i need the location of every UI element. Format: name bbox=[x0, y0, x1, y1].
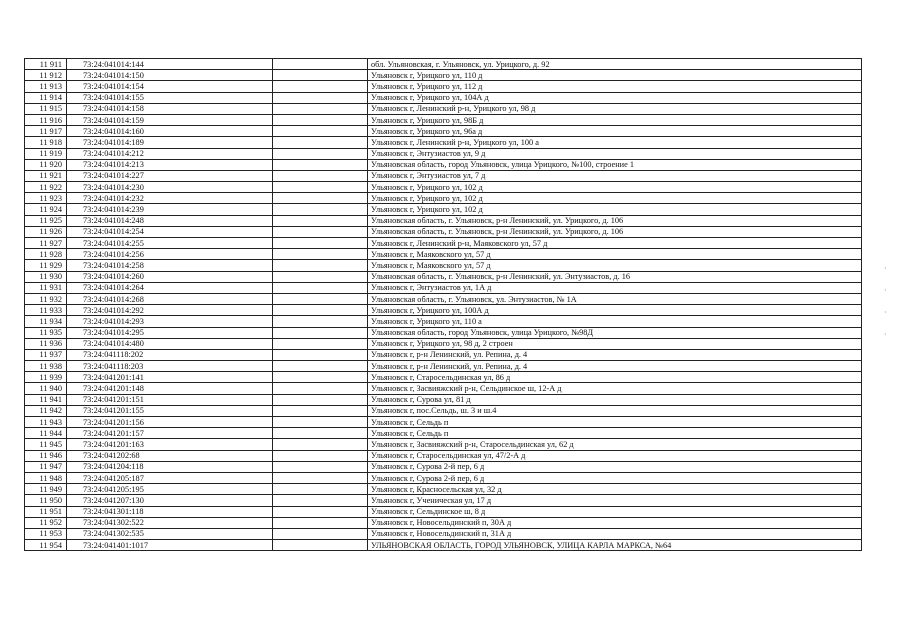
empty-cell bbox=[273, 92, 368, 103]
table-row bbox=[25, 484, 862, 495]
address-cell: Ульяновск г, Маяковского ул, 57 д bbox=[368, 260, 862, 271]
row-number-cell: 11 925 bbox=[25, 215, 67, 226]
cadastral-number-cell: 73:24:041014:232 bbox=[67, 193, 273, 204]
table-row bbox=[25, 182, 862, 193]
cadastral-number-cell: 73:24:041014:268 bbox=[67, 293, 273, 304]
row-number-cell: 11 914 bbox=[25, 92, 67, 103]
empty-cell bbox=[273, 293, 368, 304]
cadastral-number-cell: 73:24:041014:258 bbox=[67, 260, 273, 271]
table-row bbox=[25, 439, 862, 450]
empty-cell bbox=[273, 540, 368, 551]
address-cell: Ульяновск г, Сурова ул, 81 д bbox=[368, 394, 862, 405]
empty-cell bbox=[273, 282, 368, 293]
address-cell: Ульяновск г, Энтузиастов ул, 7 д bbox=[368, 170, 862, 181]
address-cell: Ульяновск г, Урицкого ул, 112 д bbox=[368, 81, 862, 92]
cadastral-number-cell: 73:24:041201:163 bbox=[67, 439, 273, 450]
address-cell: Ульяновск г, Старосельдинская ул, 86 д bbox=[368, 372, 862, 383]
table-row bbox=[25, 383, 862, 394]
empty-cell bbox=[273, 103, 368, 114]
cadastral-number-cell: 73:24:041014:255 bbox=[67, 238, 273, 249]
table-row bbox=[25, 271, 862, 282]
address-cell: Ульяновск г, Урицкого ул, 102 д bbox=[368, 204, 862, 215]
empty-cell bbox=[273, 249, 368, 260]
table-row bbox=[25, 59, 862, 70]
table-row bbox=[25, 428, 862, 439]
row-number-cell: 11 923 bbox=[25, 193, 67, 204]
empty-cell bbox=[273, 405, 368, 416]
cadastral-number-cell: 73:24:041014:260 bbox=[67, 271, 273, 282]
address-cell: Ульяновск г, р-н Ленинский, ул. Репина, д. 4 bbox=[368, 349, 862, 360]
address-cell: Ульяновск г, Ленинский р-н, Урицкого ул, 100 а bbox=[368, 137, 862, 148]
cadastral-number-cell: 73:24:041302:522 bbox=[67, 517, 273, 528]
cadastral-number-cell: 73:24:041014:248 bbox=[67, 215, 273, 226]
cadastral-number-cell: 73:24:041205:195 bbox=[67, 484, 273, 495]
row-number-cell: 11 953 bbox=[25, 528, 67, 539]
address-cell: УЛЬЯНОВСКАЯ ОБЛАСТЬ, ГОРОД УЛЬЯНОВСК, УЛИЦА КАРЛА МАРКСА, №64 bbox=[368, 540, 862, 551]
empty-cell bbox=[273, 271, 368, 282]
empty-cell bbox=[273, 148, 368, 159]
address-cell: Ульяновск г, Засвияжский р-н, Сельдинское ш, 12-А д bbox=[368, 383, 862, 394]
table-row bbox=[25, 405, 862, 416]
table-row bbox=[25, 114, 862, 125]
empty-cell bbox=[273, 417, 368, 428]
table-row bbox=[25, 170, 862, 181]
cadastral-number-cell: 73:24:041014:480 bbox=[67, 338, 273, 349]
cadastral-number-cell: 73:24:041401:1017 bbox=[67, 540, 273, 551]
empty-cell bbox=[273, 506, 368, 517]
table-row bbox=[25, 540, 862, 551]
row-number-cell: 11 932 bbox=[25, 293, 67, 304]
table-row bbox=[25, 517, 862, 528]
cadastral-number-cell: 73:24:041014:227 bbox=[67, 170, 273, 181]
address-cell: Ульяновская область, г. Ульяновск, р-н Ленинский, ул. Урицкого, д. 106 bbox=[368, 215, 862, 226]
row-number-cell: 11 924 bbox=[25, 204, 67, 215]
empty-cell bbox=[273, 472, 368, 483]
empty-cell bbox=[273, 495, 368, 506]
table-row bbox=[25, 81, 862, 92]
row-number-cell: 11 938 bbox=[25, 361, 67, 372]
table-row bbox=[25, 226, 862, 237]
row-number-cell: 11 935 bbox=[25, 327, 67, 338]
empty-cell bbox=[273, 316, 368, 327]
address-cell: Ульяновск г, Урицкого ул, 96а д bbox=[368, 126, 862, 137]
row-number-cell: 11 945 bbox=[25, 439, 67, 450]
row-number-cell: 11 920 bbox=[25, 159, 67, 170]
row-number-cell: 11 948 bbox=[25, 472, 67, 483]
cadastral-number-cell: 73:24:041201:148 bbox=[67, 383, 273, 394]
row-number-cell: 11 918 bbox=[25, 137, 67, 148]
cadastral-number-cell: 73:24:041118:202 bbox=[67, 349, 273, 360]
empty-cell bbox=[273, 484, 368, 495]
cadastral-number-cell: 73:24:041201:156 bbox=[67, 417, 273, 428]
table-row bbox=[25, 215, 862, 226]
cadastral-number-cell: 73:24:041014:230 bbox=[67, 182, 273, 193]
table-row bbox=[25, 148, 862, 159]
table-row bbox=[25, 126, 862, 137]
table-row bbox=[25, 372, 862, 383]
address-cell: Ульяновск г, Сельдь п bbox=[368, 417, 862, 428]
address-cell: Ульяновск г, Урицкого ул, 110 а bbox=[368, 316, 862, 327]
address-cell: Ульяновск г, Урицкого ул, 102 д bbox=[368, 193, 862, 204]
table-row bbox=[25, 103, 862, 114]
table-row bbox=[25, 361, 862, 372]
row-number-cell: 11 942 bbox=[25, 405, 67, 416]
address-cell: Ульяновск г, пос.Сельдь, ш. 3 и ш.4 bbox=[368, 405, 862, 416]
address-cell: обл. Ульяновская, г. Ульяновск, ул. Урицкого, д. 92 bbox=[368, 59, 862, 70]
empty-cell bbox=[273, 114, 368, 125]
table-row bbox=[25, 461, 862, 472]
row-number-cell: 11 954 bbox=[25, 540, 67, 551]
empty-cell bbox=[273, 517, 368, 528]
table-row bbox=[25, 92, 862, 103]
address-cell: Ульяновская область, г. Ульяновск, р-н Ленинский, ул. Урицкого, д. 106 bbox=[368, 226, 862, 237]
row-number-cell: 11 922 bbox=[25, 182, 67, 193]
empty-cell bbox=[273, 428, 368, 439]
table-row bbox=[25, 495, 862, 506]
table-row bbox=[25, 450, 862, 461]
scan-margin-marks: · · · · bbox=[884, 264, 887, 339]
address-cell: Ульяновск г, Урицкого ул, 110 д bbox=[368, 70, 862, 81]
table-row bbox=[25, 70, 862, 81]
row-number-cell: 11 936 bbox=[25, 338, 67, 349]
address-cell: Ульяновск г, Ленинский р-н, Маяковского ул, 57 д bbox=[368, 238, 862, 249]
empty-cell bbox=[273, 193, 368, 204]
row-number-cell: 11 947 bbox=[25, 461, 67, 472]
address-cell: Ульяновск г, Энтузиастов ул, 1А д bbox=[368, 282, 862, 293]
table-body bbox=[25, 59, 862, 551]
property-table bbox=[24, 58, 862, 551]
cadastral-number-cell: 73:24:041014:160 bbox=[67, 126, 273, 137]
address-cell: Ульяновская область, г. Ульяновск, р-н Ленинский, ул. Энтузиастов, д. 16 bbox=[368, 271, 862, 282]
cadastral-number-cell: 73:24:041202:68 bbox=[67, 450, 273, 461]
row-number-cell: 11 911 bbox=[25, 59, 67, 70]
empty-cell bbox=[273, 338, 368, 349]
row-number-cell: 11 916 bbox=[25, 114, 67, 125]
row-number-cell: 11 949 bbox=[25, 484, 67, 495]
address-cell: Ульяновск г, Сурова 2-й пер, 6 д bbox=[368, 472, 862, 483]
row-number-cell: 11 944 bbox=[25, 428, 67, 439]
table-row bbox=[25, 204, 862, 215]
row-number-cell: 11 937 bbox=[25, 349, 67, 360]
table-row bbox=[25, 238, 862, 249]
table-row bbox=[25, 159, 862, 170]
address-cell: Ульяновская область, г. Ульяновск, ул. Энтузиастов, № 1А bbox=[368, 293, 862, 304]
cadastral-number-cell: 73:24:041014:158 bbox=[67, 103, 273, 114]
address-cell: Ульяновск г, р-н Ленинский, ул. Репина, д. 4 bbox=[368, 361, 862, 372]
table-row bbox=[25, 293, 862, 304]
table-row bbox=[25, 338, 862, 349]
cadastral-number-cell: 73:24:041014:256 bbox=[67, 249, 273, 260]
address-cell: Ульяновск г, Ленинский р-н, Урицкого ул, 98 д bbox=[368, 103, 862, 114]
cadastral-number-cell: 73:24:041014:254 bbox=[67, 226, 273, 237]
row-number-cell: 11 921 bbox=[25, 170, 67, 181]
empty-cell bbox=[273, 305, 368, 316]
row-number-cell: 11 951 bbox=[25, 506, 67, 517]
empty-cell bbox=[273, 394, 368, 405]
row-number-cell: 11 943 bbox=[25, 417, 67, 428]
row-number-cell: 11 912 bbox=[25, 70, 67, 81]
row-number-cell: 11 940 bbox=[25, 383, 67, 394]
table-row bbox=[25, 349, 862, 360]
address-cell: Ульяновск г, Старосельдинская ул, 47/2-А д bbox=[368, 450, 862, 461]
empty-cell bbox=[273, 383, 368, 394]
table-row bbox=[25, 394, 862, 405]
cadastral-number-cell: 73:24:041201:141 bbox=[67, 372, 273, 383]
cadastral-number-cell: 73:24:041014:144 bbox=[67, 59, 273, 70]
empty-cell bbox=[273, 137, 368, 148]
empty-cell bbox=[273, 182, 368, 193]
address-cell: Ульяновск г, Новосельдинский п, 31А д bbox=[368, 528, 862, 539]
cadastral-number-cell: 73:24:041014:154 bbox=[67, 81, 273, 92]
table-row bbox=[25, 193, 862, 204]
cadastral-number-cell: 73:24:041014:159 bbox=[67, 114, 273, 125]
row-number-cell: 11 939 bbox=[25, 372, 67, 383]
empty-cell bbox=[273, 159, 368, 170]
table-row bbox=[25, 528, 862, 539]
cadastral-number-cell: 73:24:041118:203 bbox=[67, 361, 273, 372]
address-cell: Ульяновск г, Красносельская ул, 32 д bbox=[368, 484, 862, 495]
address-cell: Ульяновская область, город Ульяновск, улица Урицкого, №100, строение 1 bbox=[368, 159, 862, 170]
cadastral-number-cell: 73:24:041014:150 bbox=[67, 70, 273, 81]
address-cell: Ульяновск г, Урицкого ул, 98 д, 2 строен bbox=[368, 338, 862, 349]
address-cell: Ульяновск г, Маяковского ул, 57 д bbox=[368, 249, 862, 260]
address-cell: Ульяновск г, Сурова 2-й пер, 6 д bbox=[368, 461, 862, 472]
row-number-cell: 11 917 bbox=[25, 126, 67, 137]
cadastral-number-cell: 73:24:041014:295 bbox=[67, 327, 273, 338]
address-cell: Ульяновск г, Урицкого ул, 98Б д bbox=[368, 114, 862, 125]
table-row bbox=[25, 137, 862, 148]
empty-cell bbox=[273, 349, 368, 360]
address-cell: Ульяновск г, Сельдинское ш, 8 д bbox=[368, 506, 862, 517]
row-number-cell: 11 950 bbox=[25, 495, 67, 506]
cadastral-number-cell: 73:24:041014:213 bbox=[67, 159, 273, 170]
cadastral-number-cell: 73:24:041201:157 bbox=[67, 428, 273, 439]
address-cell: Ульяновск г, Сельдь п bbox=[368, 428, 862, 439]
table-row bbox=[25, 282, 862, 293]
cadastral-number-cell: 73:24:041014:239 bbox=[67, 204, 273, 215]
empty-cell bbox=[273, 81, 368, 92]
empty-cell bbox=[273, 226, 368, 237]
row-number-cell: 11 934 bbox=[25, 316, 67, 327]
table-row bbox=[25, 506, 862, 517]
cadastral-number-cell: 73:24:041301:118 bbox=[67, 506, 273, 517]
cadastral-number-cell: 73:24:041201:151 bbox=[67, 394, 273, 405]
row-number-cell: 11 929 bbox=[25, 260, 67, 271]
row-number-cell: 11 933 bbox=[25, 305, 67, 316]
address-cell: Ульяновск г, Засвияжский р-н, Старосельдинская ул, 62 д bbox=[368, 439, 862, 450]
row-number-cell: 11 928 bbox=[25, 249, 67, 260]
cadastral-number-cell: 73:24:041014:189 bbox=[67, 137, 273, 148]
empty-cell bbox=[273, 215, 368, 226]
cadastral-number-cell: 73:24:041204:118 bbox=[67, 461, 273, 472]
cadastral-number-cell: 73:24:041014:212 bbox=[67, 148, 273, 159]
table-row bbox=[25, 305, 862, 316]
cadastral-number-cell: 73:24:041014:264 bbox=[67, 282, 273, 293]
address-cell: Ульяновская область, город Ульяновск, улица Урицкого, №98Д bbox=[368, 327, 862, 338]
empty-cell bbox=[273, 170, 368, 181]
address-cell: Ульяновск г, Новосельдинский п, 30А д bbox=[368, 517, 862, 528]
empty-cell bbox=[273, 238, 368, 249]
row-number-cell: 11 931 bbox=[25, 282, 67, 293]
empty-cell bbox=[273, 70, 368, 81]
empty-cell bbox=[273, 461, 368, 472]
empty-cell bbox=[273, 450, 368, 461]
address-cell: Ульяновск г, Урицкого ул, 102 д bbox=[368, 182, 862, 193]
row-number-cell: 11 927 bbox=[25, 238, 67, 249]
row-number-cell: 11 926 bbox=[25, 226, 67, 237]
empty-cell bbox=[273, 126, 368, 137]
address-cell: Ульяновск г, Урицкого ул, 104А д bbox=[368, 92, 862, 103]
row-number-cell: 11 913 bbox=[25, 81, 67, 92]
row-number-cell: 11 919 bbox=[25, 148, 67, 159]
cadastral-number-cell: 73:24:041014:155 bbox=[67, 92, 273, 103]
table-row bbox=[25, 249, 862, 260]
empty-cell bbox=[273, 372, 368, 383]
empty-cell bbox=[273, 439, 368, 450]
table-row bbox=[25, 316, 862, 327]
empty-cell bbox=[273, 204, 368, 215]
row-number-cell: 11 946 bbox=[25, 450, 67, 461]
row-number-cell: 11 915 bbox=[25, 103, 67, 114]
empty-cell bbox=[273, 361, 368, 372]
empty-cell bbox=[273, 327, 368, 338]
address-cell: Ульяновск г, Ученическая ул, 17 д bbox=[368, 495, 862, 506]
table-row bbox=[25, 327, 862, 338]
cadastral-number-cell: 73:24:041302:535 bbox=[67, 528, 273, 539]
address-cell: Ульяновск г, Урицкого ул, 100А д bbox=[368, 305, 862, 316]
empty-cell bbox=[273, 59, 368, 70]
table-row bbox=[25, 417, 862, 428]
row-number-cell: 11 952 bbox=[25, 517, 67, 528]
empty-cell bbox=[273, 528, 368, 539]
cadastral-number-cell: 73:24:041014:292 bbox=[67, 305, 273, 316]
cadastral-number-cell: 73:24:041207:130 bbox=[67, 495, 273, 506]
address-cell: Ульяновск г, Энтузиастов ул, 9 д bbox=[368, 148, 862, 159]
table-row bbox=[25, 260, 862, 271]
table-row bbox=[25, 472, 862, 483]
row-number-cell: 11 930 bbox=[25, 271, 67, 282]
cadastral-number-cell: 73:24:041201:155 bbox=[67, 405, 273, 416]
empty-cell bbox=[273, 260, 368, 271]
row-number-cell: 11 941 bbox=[25, 394, 67, 405]
cadastral-number-cell: 73:24:041014:293 bbox=[67, 316, 273, 327]
cadastral-number-cell: 73:24:041205:187 bbox=[67, 472, 273, 483]
